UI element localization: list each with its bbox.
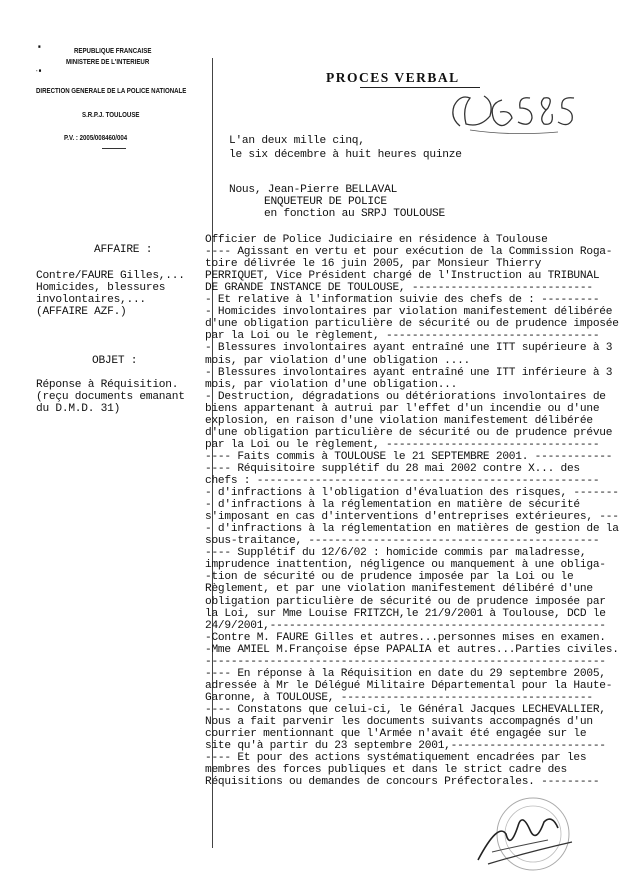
- body-line: mois, par violation d'une obligation...: [205, 378, 458, 391]
- body-line: PERRIQUET, Vice Président chargé de l'Instruction au TRIBUNAL: [205, 270, 600, 283]
- affaire-line-4: (AFFAIRE AZF.): [36, 306, 127, 318]
- body-line: --------------------------------------------------------------: [205, 655, 606, 668]
- objet-label: OBJET :: [92, 355, 138, 367]
- pv-underline: [102, 148, 126, 149]
- body-line: chefs : -----------------------------------------------------: [205, 475, 600, 487]
- body-line: -Contre M. FAURE Gilles et autres...personnes mises en examen.: [205, 631, 606, 644]
- body-line: sous-traitance, ---------------------------------------------: [205, 535, 600, 548]
- body-line: Nous a fait parvenir les documents suivants accompagnés d'un: [205, 716, 593, 728]
- body-line: ---- Et pour des actions systématiquement encadrées par les: [205, 752, 587, 765]
- officer-line-3: en fonction au SRPJ TOULOUSE: [264, 208, 445, 220]
- signature-stamp: [448, 792, 598, 872]
- body-line: Garonne, à TOULOUSE, ---------------------------------------: [205, 691, 593, 704]
- body-line: - Blessures involontaires ayant entraîné une ITT inférieure à 3: [205, 366, 613, 379]
- ministry-label: MINISTERE DE L'INTERIEUR: [66, 57, 150, 66]
- officer-line-2: ENQUETEUR DE POLICE: [264, 196, 387, 208]
- body-line: s'imposant en cas d'interventions d'entreprises extérieures, ---: [205, 511, 619, 524]
- republic-label: REPUBLIQUE FRANCAISE: [74, 46, 152, 55]
- body-line: la Loi, sur Mme Louise FRITZCH,le 21/9/2001 à Toulouse, DCD le: [205, 607, 606, 620]
- direction-label: DIRECTION GENERALE DE LA POLICE NATIONALE: [36, 86, 187, 95]
- affaire-line-3: involontaires,...: [36, 294, 146, 306]
- service-label: S.R.P.J. TOULOUSE: [82, 110, 140, 119]
- body-line: membres des forces publiques et dans le strict cadre des: [205, 764, 567, 777]
- body-line: Réquisitions ou demandes de concours Préfectorales. ---------: [205, 776, 600, 789]
- date-line-2: le six décembre à huit heures quinze: [229, 149, 462, 161]
- body-line: - d'infractions à la réglementation en matières de gestion de la: [205, 523, 619, 536]
- body-line: 24/9/2001,----------------------------------------------------: [205, 619, 606, 632]
- pv-number: P.V. : 2005/008460/004: [64, 133, 128, 142]
- body-line: toire délivrée le 16 juin 2005, par Monsieur Thierry: [205, 258, 542, 271]
- body-line: ---- Réquisitoire supplétif du 28 mai 2002 contre X... des: [205, 462, 580, 475]
- body-line: - Homicides involontaires par violation manifestement délibérée: [205, 306, 613, 319]
- body-line: site qu'à partir du 23 septembre 2001,------------------------: [205, 740, 606, 753]
- date-line-1: L'an deux mille cinq,: [229, 135, 365, 147]
- objet-line-1: Réponse à Réquisition.: [36, 379, 179, 391]
- body-line: - Et relative à l'information suivie des chefs de : ---------: [205, 294, 600, 307]
- body-line: -Mme AMIEL M.Françoise épse PAPALIA et autres...Parties civiles.: [205, 643, 619, 656]
- body-line: mois, par violation d'une obligation ....: [205, 354, 471, 367]
- body-line: ---- Faits commis à TOULOUSE le 21 SEPTEMBRE 2001. ------------: [205, 450, 613, 463]
- body-line: par la Loi ou le règlement, ---------------------------------: [205, 438, 600, 451]
- body-line: DE GRANDE INSTANCE DE TOULOUSE, ----------------------------: [205, 282, 593, 295]
- body-line: ---- Agissant en vertu et pour exécution de la Commission Roga-: [205, 246, 613, 259]
- bullet-mark: ■: [38, 44, 41, 50]
- body-line: courrier mentionnant que l'Armée n'avait été engagée sur le: [205, 728, 587, 741]
- body-line: par la Loi ou le règlement, ---------------------------------: [205, 330, 600, 343]
- objet-line-3: du D.M.D. 31): [36, 403, 121, 415]
- body-line: adressée à Mr le Délégué Militaire Départemental pour la Haute-: [205, 679, 613, 692]
- body-line: imprudence inattention, négligence ou manquement à une obliga-: [205, 559, 606, 572]
- objet-line-2: (reçu documents emanant: [36, 391, 185, 403]
- handwritten-text: DG585: [440, 88, 443, 89]
- body-line: -tion de sécurité ou de prudence imposée par la Loi ou le: [205, 571, 574, 584]
- body-line: d'une obligation particulière de sécurité ou de prudence imposée: [205, 318, 619, 331]
- body-line: - Destruction, dégradations ou détériorations involontaires de: [205, 390, 606, 403]
- body-line: d'une obligation particulière de sécurité ou de prudence prévue: [205, 426, 613, 439]
- body-line: ---- Constatons que celui-ci, le Général Jacques LECHEVALLIER,: [205, 703, 606, 716]
- body-line: explosion, en raison d'une violation manifestement délibérée: [205, 414, 593, 427]
- body-line: - d'infractions à l'obligation d'évaluation des risques, -------: [205, 487, 619, 500]
- body-line: biens appartenant à autrui par l'effet d'un incendie ou d'une: [205, 402, 600, 415]
- affaire-line-2: Homicides, blessures: [36, 282, 166, 294]
- body-line: - d'infractions à la réglementation en matière de sécurité: [205, 499, 580, 512]
- body-line: Règlement, et par une violation manifestement délibéré d'une: [205, 583, 593, 596]
- body-line: - Blessures involontaires ayant entraîné une ITT supérieure à 3: [205, 342, 613, 355]
- body-line: Officier de Police Judiciaire en résidence à Toulouse: [205, 234, 548, 246]
- handwritten-reference: [440, 88, 580, 138]
- affaire-label: AFFAIRE :: [94, 244, 153, 256]
- small-marks: - ■: [36, 68, 42, 74]
- body-line: obligation particulière de sécurité ou de prudence imposée par: [205, 595, 606, 608]
- affaire-line-1: Contre/FAURE Gilles,...: [36, 270, 185, 282]
- body-line: ---- Supplétif du 12/6/02 : homicide commis par maladresse,: [205, 547, 587, 560]
- officer-line-1: Nous, Jean-Pierre BELLAVAL: [229, 184, 398, 196]
- body-line: ---- En réponse à la Réquisition en date du 29 septembre 2005,: [205, 667, 606, 680]
- document-title: PROCES VERBAL: [326, 70, 460, 85]
